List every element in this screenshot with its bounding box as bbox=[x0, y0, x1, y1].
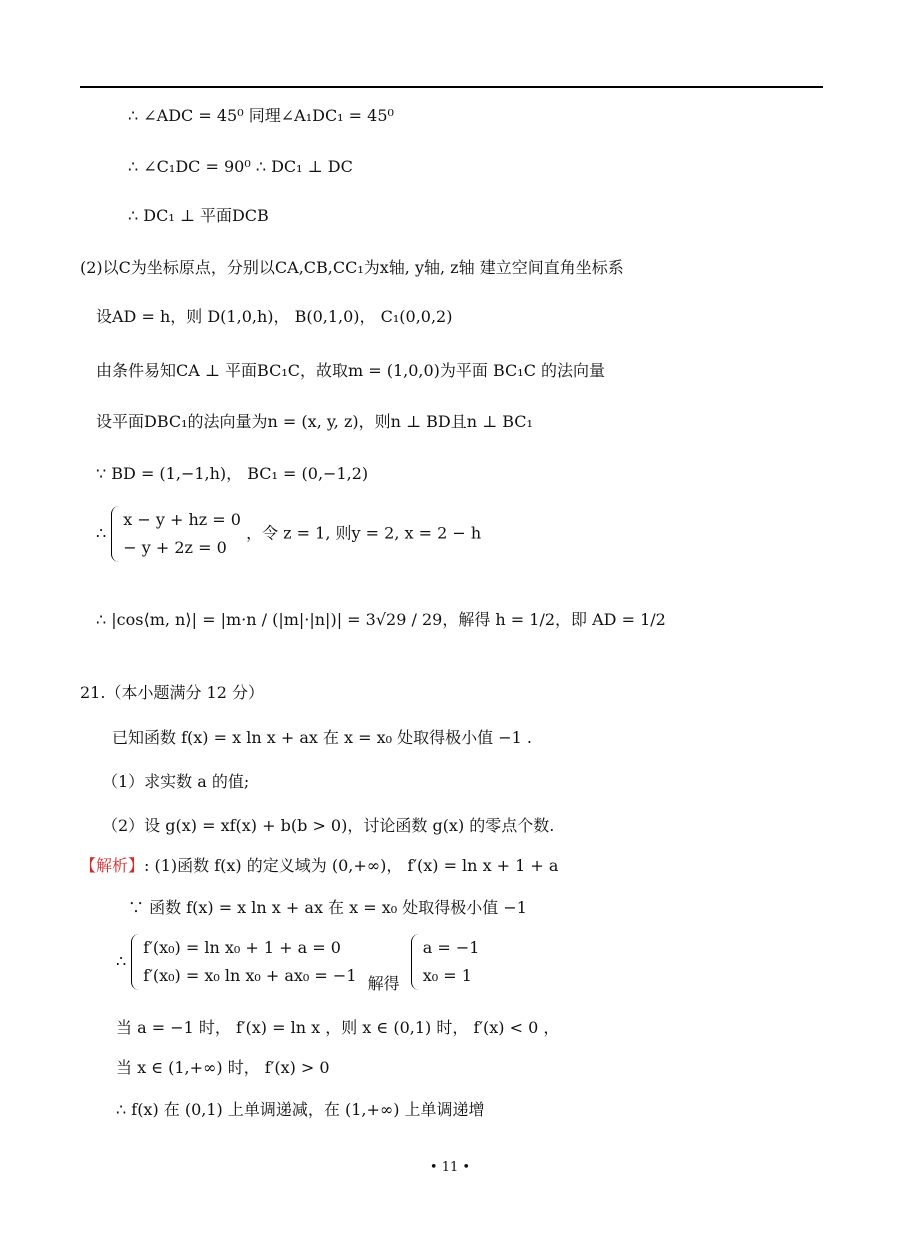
solution-line-4: 当 a = −1 时， f′(x) = ln x ，则 x ∈ (0,1) 时， f′(x) < 0 ， bbox=[116, 1018, 560, 1037]
solution-label: 【解析】 bbox=[80, 856, 145, 875]
solution-line-5: 当 x ∈ (1,+∞) 时， f′(x) > 0 bbox=[116, 1058, 330, 1077]
question-part-2: （2）设 g(x) = xf(x) + b(b > 0)，讨论函数 g(x) 的零点个数. bbox=[102, 816, 555, 835]
header-rule bbox=[80, 86, 823, 88]
therefore-symbol-2: ∴ bbox=[116, 951, 132, 971]
page-number: • 11 • bbox=[429, 1160, 471, 1175]
system-brace-3 bbox=[411, 934, 480, 990]
system-eq-1: x − y + hz = 0 bbox=[123, 510, 241, 529]
line-dc1-perp-plane: ∴ DC₁ ⊥ 平面DCB bbox=[128, 206, 269, 225]
system-brace-2 bbox=[131, 934, 356, 990]
solve-word: 解得 bbox=[367, 973, 400, 993]
line-angle-c1dc: ∴ ∠C₁DC = 90⁰ ∴ DC₁ ⊥ DC bbox=[128, 157, 353, 176]
system2-eq-2: f′(x₀) = x₀ ln x₀ + ax₀ = −1 bbox=[143, 966, 357, 985]
system-eq-2: − y + 2z = 0 bbox=[123, 538, 227, 557]
system-brace bbox=[111, 506, 241, 562]
solution-line-6: ∴ f(x) 在 (0,1) 上单调递减，在 (1,+∞) 上单调递增 bbox=[116, 1100, 485, 1119]
line-angle-adc: ∴ ∠ADC = 45⁰ 同理∠A₁DC₁ = 45⁰ bbox=[128, 106, 394, 125]
solution-intro bbox=[80, 856, 558, 876]
system2-eq-1: f′(x₀) = ln x₀ + 1 + a = 0 bbox=[143, 938, 341, 957]
question-title: 21.（本小题满分 12 分） bbox=[80, 683, 264, 702]
solution-line-2: ∵ 函数 f(x) = x ln x + ax 在 x = x₀ 处取得极小值 −1 bbox=[128, 898, 527, 917]
system3-eq-1: a = −1 bbox=[422, 938, 480, 957]
therefore-symbol: ∴ bbox=[96, 523, 112, 543]
system-solution: ，令 z = 1, 则y = 2, x = 2 − h bbox=[246, 523, 482, 543]
equation-system-2 bbox=[116, 934, 479, 994]
system3-eq-2: x₀ = 1 bbox=[422, 966, 472, 985]
question-stem: 已知函数 f(x) = x ln x + ax 在 x = x₀ 处取得极小值 −1 . bbox=[112, 728, 533, 747]
line-coordinate-system: (2)以C为坐标原点，分别以CA,CB,CC₁为x轴, y轴, z轴 建立空间直角坐标系 bbox=[80, 258, 624, 277]
line-normal-vector-n: 设平面DBC₁的法向量为n = (x, y, z)，则n ⊥ BD且n ⊥ BC₁ bbox=[96, 412, 533, 431]
equation-system-1 bbox=[96, 506, 481, 562]
solution-intro-text: : (1)函数 f(x) 的定义域为 (0,+∞)， f′(x) = ln x + 1 + a bbox=[144, 856, 559, 875]
line-cos-result: ∴ |cos⟨m, n⟩| = |m·n / (|m|·|n|)| = 3√29 / 29，解得 h = 1/2，即 AD = 1/2 bbox=[96, 610, 666, 629]
line-vectors-bd-bc1: ∵ BD = (1,−1,h)， BC₁ = (0,−1,2) bbox=[96, 464, 369, 483]
line-set-ad: 设AD = h，则 D(1,0,h)， B(0,1,0)， C₁(0,0,2) bbox=[96, 307, 453, 326]
line-normal-vector-m: 由条件易知CA ⊥ 平面BC₁C，故取m = (1,0,0)为平面 BC₁C 的法向量 bbox=[96, 361, 606, 380]
question-part-1: （1）求实数 a 的值; bbox=[102, 772, 250, 791]
